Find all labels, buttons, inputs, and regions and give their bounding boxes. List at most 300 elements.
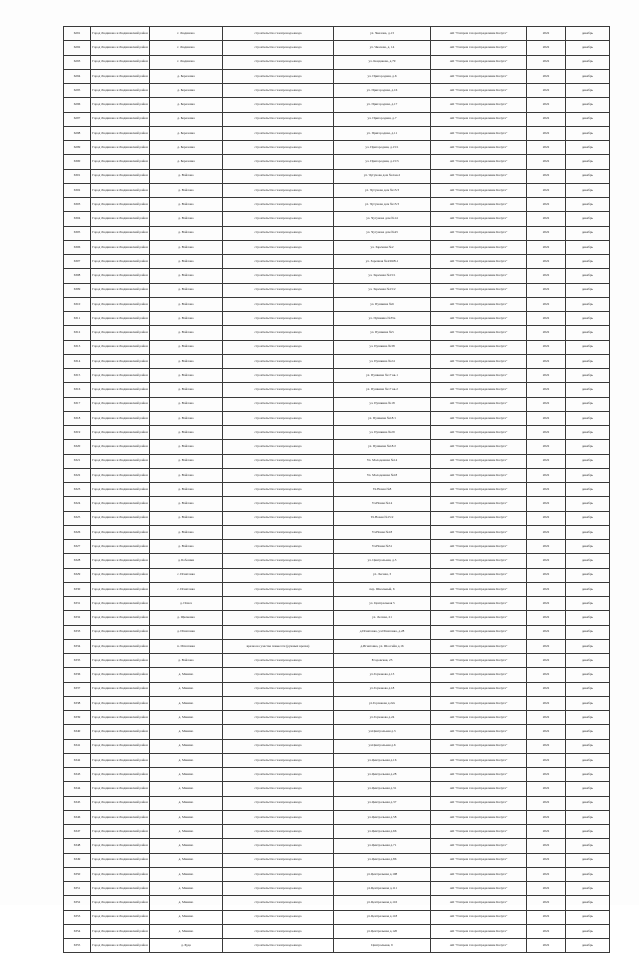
settlement-cell: д. Войлово [150,269,223,283]
month-cell: декабрь [566,711,610,725]
municipality-cell: Город Людиново и Людиновский район [91,554,150,568]
year-cell: 2022 [527,255,566,269]
municipality-cell: Город Людиново и Людиновский район [91,511,150,525]
organization-cell: АО "Газпром газораспределение Калуга" [431,269,527,283]
municipality-cell: Город Людиново и Людиновский район [91,867,150,881]
month-cell: декабрь [566,112,610,126]
work-type-cell: строительство газопровода-ввода [223,839,334,853]
settlement-cell: д. Березовка [150,112,223,126]
organization-cell: АО "Газпром газораспределение Калуга" [431,326,527,340]
work-type-cell: строительство газопровода-ввода [223,155,334,169]
year-cell: 2022 [527,84,566,98]
address-cell: Ул. Молодежная №14 [334,454,431,468]
organization-cell: АО "Газпром газораспределение Калуга" [431,625,527,639]
municipality-cell: Город Людиново и Людиновский район [91,297,150,311]
organization-cell: АО "Газпром газораспределение Калуга" [431,212,527,226]
organization-cell: АО "Газпром газораспределение Калуга" [431,753,527,767]
row-number-cell: 6347 [64,825,91,839]
work-type-cell: строительство газопровода-ввода [223,240,334,254]
year-cell: 2022 [527,326,566,340]
table-row [64,654,610,668]
address-cell: ул. Лесная, 3 [334,568,431,582]
address-cell: ул. Пушкина №29 [334,426,431,440]
row-number-cell: 6345 [64,796,91,810]
year-cell: 2022 [527,639,566,653]
row-number-cell: 6331 [64,597,91,611]
work-type-cell: строительство газопровода-ввода [223,540,334,554]
year-cell: 2022 [527,354,566,368]
row-number-cell: 6354 [64,924,91,938]
work-type-cell: строительство газопровода-ввода [223,867,334,881]
row-number-cell: 6327 [64,540,91,554]
month-cell: декабрь [566,639,610,653]
month-cell: декабрь [566,426,610,440]
settlement-cell: д. Войлово [150,511,223,525]
table-row [64,454,610,468]
municipality-cell: Город Людиново и Людиновский район [91,255,150,269]
row-number-cell: 6316 [64,383,91,397]
address-cell: ул.Центральная д.118 [334,910,431,924]
table-row [64,525,610,539]
organization-cell: АО "Газпром газораспределение Калуга" [431,497,527,511]
organization-cell: АО "Газпром газораспределение Калуга" [431,882,527,896]
row-number-cell: 6348 [64,839,91,853]
address-cell: ул. Пушкина №5 [334,326,431,340]
address-cell: ул. Чугунова дом №14 [334,212,431,226]
table-row [64,511,610,525]
row-number-cell: 6340 [64,725,91,739]
municipality-cell: Город Людиново и Людиновский район [91,924,150,938]
settlement-cell: д. Манино [150,839,223,853]
address-cell: Ул.Новая №18 [334,525,431,539]
work-type-cell: строительство газопровода-ввода [223,340,334,354]
year-cell: 2022 [527,540,566,554]
settlement-cell: д. Войлово [150,525,223,539]
work-type-cell: строительство газопровода-ввода [223,354,334,368]
row-number-cell: 6311 [64,312,91,326]
month-cell: декабрь [566,896,610,910]
address-cell: ул. Чугунова дом №4 кв.2 [334,169,431,183]
year-cell: 2022 [527,525,566,539]
municipality-cell: Город Людиново и Людиновский район [91,198,150,212]
address-cell: ул.Центральная д.28 [334,768,431,782]
organization-cell: АО "Газпром газораспределение Калуга" [431,825,527,839]
address-cell: ул. Чкалова, д. 14 [334,41,431,55]
address-cell: ул.Горчакова д.24 [334,711,431,725]
settlement-cell: д. Войлово [150,340,223,354]
row-number-cell: 6318 [64,411,91,425]
table-row [64,782,610,796]
table-row [64,397,610,411]
address-cell: ул. Пригородная, д.16 [334,84,431,98]
organization-cell: АО "Газпром газораспределение Калуга" [431,27,527,41]
work-type-cell: строительство газопровода-ввода [223,796,334,810]
municipality-cell: Город Людиново и Людиновский район [91,597,150,611]
year-cell: 2022 [527,440,566,454]
year-cell: 2022 [527,69,566,83]
month-cell: декабрь [566,739,610,753]
row-number-cell: 6333 [64,625,91,639]
row-number-cell: 6350 [64,867,91,881]
address-cell: ул.Центральная д.120 [334,924,431,938]
municipality-cell: Город Людиново и Людиновский район [91,326,150,340]
row-number-cell: 6321 [64,454,91,468]
month-cell: декабрь [566,753,610,767]
municipality-cell: Город Людиново и Людиновский район [91,55,150,69]
work-type-cell: строительство газопровода-ввода [223,198,334,212]
year-cell: 2022 [527,27,566,41]
work-type-cell: строительство газопровода-ввода [223,910,334,924]
table-row [64,240,610,254]
organization-cell: АО "Газпром газораспределение Калуга" [431,725,527,739]
settlement-cell: д. Войлово [150,255,223,269]
settlement-cell: д. Войлово [150,654,223,668]
address-cell: ул. Заречная №2 [334,240,431,254]
address-cell: ул. Чкалова, д.13 [334,27,431,41]
work-type-cell: строительство газопровода-ввода [223,825,334,839]
year-cell: 2022 [527,468,566,482]
month-cell: декабрь [566,126,610,140]
row-number-cell: 6308 [64,269,91,283]
month-cell: декабрь [566,511,610,525]
table-row [64,411,610,425]
year-cell: 2022 [527,212,566,226]
settlement-cell: д. Березовка [150,69,223,83]
work-type-cell: строительство газопровода-ввода [223,41,334,55]
address-cell: ул. Пушкина №17 кв.1 [334,369,431,383]
municipality-cell: Город Людиново и Людиновский район [91,525,150,539]
address-cell: ул. Чугунова дом №15/3 [334,183,431,197]
table-row [64,910,610,924]
municipality-cell: Город Людиново и Людиновский район [91,212,150,226]
municipality-cell: Город Людиново и Людиновский район [91,126,150,140]
year-cell: 2022 [527,183,566,197]
work-type-cell: строительство газопровода-ввода [223,212,334,226]
month-cell: декабрь [566,796,610,810]
year-cell: 2022 [527,711,566,725]
table-row [64,468,610,482]
month-cell: декабрь [566,725,610,739]
row-number-cell: 6341 [64,739,91,753]
month-cell: декабрь [566,582,610,596]
month-cell: декабрь [566,226,610,240]
table-row [64,440,610,454]
settlement-cell: д. Манино [150,867,223,881]
work-type-cell: строительство газопровода-ввода [223,668,334,682]
settlement-cell: д. Игнатовка [150,625,223,639]
year-cell: 2022 [527,426,566,440]
month-cell: декабрь [566,454,610,468]
organization-cell: АО "Газпром газораспределение Калуга" [431,696,527,710]
address-cell: ул.Центральная д.31 [334,782,431,796]
address-cell: ул. Пригородная, д.15/3 [334,155,431,169]
month-cell: декабрь [566,782,610,796]
table-row [64,924,610,938]
year-cell: 2022 [527,483,566,497]
settlement-cell: д. Бобошки [150,554,223,568]
municipality-cell: Город Людиново и Людиновский район [91,839,150,853]
organization-cell: АО "Газпром газораспределение Калуга" [431,682,527,696]
settlement-cell: д. Войлово [150,240,223,254]
organization-cell: АО "Газпром газораспределение Калуга" [431,369,527,383]
municipality-cell: Город Людиново и Людиновский район [91,853,150,867]
year-cell: 2022 [527,568,566,582]
organization-cell: АО "Газпром газораспределение Калуга" [431,84,527,98]
address-cell: ул. Чугунова дом №43 [334,226,431,240]
year-cell: 2022 [527,155,566,169]
settlement-cell: д. Войлово [150,540,223,554]
settlement-cell: д. Березовка [150,126,223,140]
row-number-cell: 6304 [64,212,91,226]
organization-cell: АО "Газпром газораспределение Калуга" [431,226,527,240]
row-number-cell: 6317 [64,397,91,411]
work-type-cell: строительство газопровода-ввода [223,27,334,41]
settlement-cell: д. Войлово [150,198,223,212]
address-cell: ул.Центральная д.108 [334,867,431,881]
settlement-cell: д. Березовка [150,141,223,155]
organization-cell: АО "Газпром газораспределение Калуга" [431,810,527,824]
settlement-cell: д. Манино [150,910,223,924]
municipality-cell: Город Людиново и Людиновский район [91,41,150,55]
month-cell: декабрь [566,240,610,254]
year-cell: 2022 [527,597,566,611]
month-cell: декабрь [566,924,610,938]
address-cell: Ул. Молодежная №18 [334,468,431,482]
table-row [64,84,610,98]
organization-cell: АО "Газпром газораспределение Калуга" [431,611,527,625]
month-cell: декабрь [566,155,610,169]
month-cell: декабрь [566,540,610,554]
work-type-cell: строительство газопровода-ввода [223,126,334,140]
year-cell: 2022 [527,696,566,710]
organization-cell: АО "Газпром газораспределение Калуга" [431,483,527,497]
year-cell: 2022 [527,141,566,155]
municipality-cell: Город Людиново и Людиновский район [91,426,150,440]
month-cell: декабрь [566,383,610,397]
year-cell: 2022 [527,782,566,796]
settlement-cell: д. Манино [150,668,223,682]
year-cell: 2022 [527,383,566,397]
work-type-cell: строительство газопровода-ввода [223,411,334,425]
table-row [64,540,610,554]
year-cell: 2022 [527,896,566,910]
address-cell: ул.Центральная д.66 [334,825,431,839]
address-cell: ул.Центральная д.58 [334,810,431,824]
data-table [63,26,610,953]
organization-cell: АО "Газпром газораспределение Калуга" [431,426,527,440]
year-cell: 2022 [527,654,566,668]
table-row [64,255,610,269]
year-cell: 2022 [527,112,566,126]
address-cell: ул. Заречная №15/2 [334,283,431,297]
address-cell: ул.Горчакова д.13 [334,668,431,682]
municipality-cell: Город Людиново и Людиновский район [91,825,150,839]
municipality-cell: Город Людиново и Людиновский район [91,882,150,896]
table-row [64,340,610,354]
row-number-cell: 6332 [64,611,91,625]
work-type-cell: строительство газопровода-ввода [223,84,334,98]
month-cell: декабрь [566,27,610,41]
month-cell: декабрь [566,682,610,696]
row-number-cell: 6306 [64,240,91,254]
year-cell: 2022 [527,839,566,853]
organization-cell: АО "Газпром газораспределение Калуга" [431,468,527,482]
row-number-cell: 6336 [64,668,91,682]
municipality-cell: Город Людиново и Людиновский район [91,910,150,924]
municipality-cell: Город Людиново и Людиновский район [91,468,150,482]
table-row [64,825,610,839]
table-row [64,354,610,368]
table-row [64,582,610,596]
organization-cell: АО "Газпром газораспределение Калуга" [431,198,527,212]
month-cell: декабрь [566,169,610,183]
settlement-cell: д. Манино [150,896,223,910]
address-cell: ул. Пригородная, д.6 [334,69,431,83]
table-row [64,269,610,283]
year-cell: 2022 [527,554,566,568]
work-type-cell: строительство газопровода-ввода [223,625,334,639]
row-number-cell: 6326 [64,525,91,539]
municipality-cell: Город Людиново и Людиновский район [91,141,150,155]
table-row [64,426,610,440]
address-cell: пер. Школьный, 6 [334,582,431,596]
work-type-cell: строительство газопровода-ввода [223,896,334,910]
settlement-cell: д. Войлово [150,354,223,368]
address-cell: д.Игнатовка, ул.Игнатовка, д.28 [334,625,431,639]
table-row [64,183,610,197]
month-cell: декабрь [566,525,610,539]
row-number-cell: 6346 [64,810,91,824]
settlement-cell: д. Войлово [150,383,223,397]
address-cell: ул. Чугунова дом №15/3 [334,198,431,212]
row-number-cell: 6338 [64,696,91,710]
year-cell: 2022 [527,867,566,881]
month-cell: декабрь [566,69,610,83]
address-cell: ул. Пригородная, д.17 [334,98,431,112]
row-number-cell: 6322 [64,468,91,482]
table-row [64,725,610,739]
row-number-cell: 6307 [64,255,91,269]
year-cell: 2022 [527,682,566,696]
month-cell: декабрь [566,326,610,340]
organization-cell: АО "Газпром газораспределение Калуга" [431,739,527,753]
municipality-cell: Город Людиново и Людиновский район [91,782,150,796]
row-number-cell: 6300 [64,155,91,169]
organization-cell: АО "Газпром газораспределение Калуга" [431,112,527,126]
organization-cell: АО "Газпром газораспределение Калуга" [431,939,527,953]
municipality-cell: Город Людиново и Людиновский район [91,568,150,582]
month-cell: декабрь [566,853,610,867]
address-cell: ул. Пушкина №6 [334,297,431,311]
address-cell: Ул.Новая №8 [334,483,431,497]
address-cell: ул. Пушкина №18 [334,397,431,411]
address-cell: ул. Центральная 5 [334,597,431,611]
row-number-cell: 6298 [64,126,91,140]
row-number-cell: 6337 [64,682,91,696]
municipality-cell: Город Людиново и Людиновский район [91,654,150,668]
year-cell: 2022 [527,226,566,240]
municipality-cell: Город Людиново и Людиновский район [91,682,150,696]
municipality-cell: Город Людиново и Людиновский район [91,155,150,169]
month-cell: декабрь [566,654,610,668]
month-cell: декабрь [566,768,610,782]
year-cell: 2022 [527,739,566,753]
year-cell: 2022 [527,340,566,354]
settlement-cell: д. Березовка [150,98,223,112]
month-cell: декабрь [566,468,610,482]
organization-cell: АО "Газпром газораспределение Калуга" [431,141,527,155]
month-cell: декабрь [566,554,610,568]
work-type-cell: строительство газопровода-ввода [223,696,334,710]
row-number-cell: 6329 [64,568,91,582]
work-type-cell: строительство газопровода-ввода [223,69,334,83]
settlement-cell: д. Войлово [150,454,223,468]
work-type-cell: строительство газопровода-ввода [223,511,334,525]
settlement-cell: г. Людиново [150,27,223,41]
table-row [64,312,610,326]
year-cell: 2022 [527,825,566,839]
address-cell: ул. Кондакова, д.79 [334,55,431,69]
settlement-cell: д. Войлово [150,497,223,511]
table-row [64,169,610,183]
address-cell: ул. Пушкина №38 [334,340,431,354]
table-row [64,682,610,696]
work-type-cell: строительство газопровода-ввода [223,454,334,468]
table-row [64,853,610,867]
municipality-cell: Город Людиново и Людиновский район [91,98,150,112]
work-type-cell: строительство газопровода-ввода [223,753,334,767]
month-cell: декабрь [566,312,610,326]
organization-cell: АО "Газпром газораспределение Калуга" [431,597,527,611]
month-cell: декабрь [566,198,610,212]
month-cell: декабрь [566,668,610,682]
work-type-cell: строительство газопровода-ввода [223,768,334,782]
table-row [64,810,610,824]
settlement-cell: д. Войлово [150,283,223,297]
municipality-cell: Город Людиново и Людиновский район [91,84,150,98]
organization-cell: АО "Газпром газораспределение Калуга" [431,440,527,454]
municipality-cell: Город Людиново и Людиновский район [91,169,150,183]
table-row [64,768,610,782]
table-row [64,611,610,625]
month-cell: декабрь [566,269,610,283]
municipality-cell: Город Людиново и Людиновский район [91,454,150,468]
month-cell: декабрь [566,825,610,839]
organization-cell: АО "Газпром газораспределение Калуга" [431,340,527,354]
organization-cell: АО "Газпром газораспределение Калуга" [431,297,527,311]
table-row [64,711,610,725]
organization-cell: АО "Газпром газораспределение Калуга" [431,240,527,254]
table-row [64,554,610,568]
month-cell: декабрь [566,98,610,112]
organization-cell: АО "Газпром газораспределение Калуга" [431,924,527,938]
work-type-cell: строительство газопровода-ввода [223,611,334,625]
address-cell: Ул.Новая №14 [334,497,431,511]
year-cell: 2022 [527,582,566,596]
work-type-cell: строительство газопровода-ввода [223,369,334,383]
address-cell: ул.Центральная д.3 [334,725,431,739]
table-row [64,198,610,212]
organization-cell: АО "Газпром газораспределение Калуга" [431,354,527,368]
organization-cell: АО "Газпром газораспределение Калуга" [431,155,527,169]
year-cell: 2022 [527,853,566,867]
organization-cell: АО "Газпром газораспределение Калуга" [431,654,527,668]
year-cell: 2022 [527,611,566,625]
work-type-cell: строительство газопровода-ввода [223,782,334,796]
table-row [64,226,610,240]
work-type-cell: строительство газопровода-ввода [223,597,334,611]
row-number-cell: 6309 [64,283,91,297]
